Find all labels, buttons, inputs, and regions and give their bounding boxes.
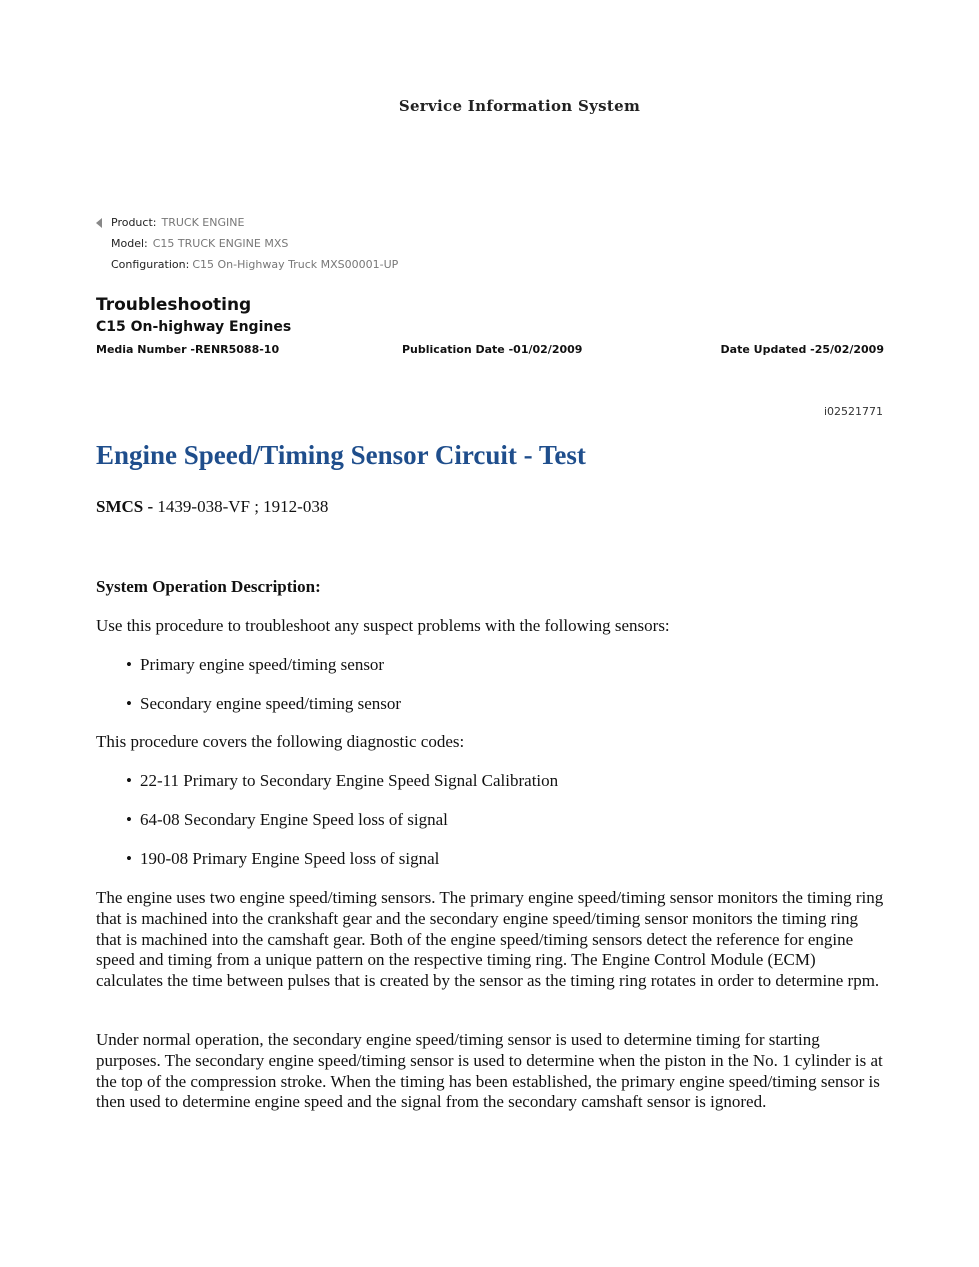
breadcrumb-product[interactable]	[96, 215, 398, 236]
codes-intro-paragraph: This procedure covers the following diagnostic codes:	[96, 732, 465, 751]
list-item	[126, 849, 439, 869]
config-value: C15 On-Highway Truck MXS00001-UP	[192, 258, 399, 271]
bullet-icon: •	[126, 694, 132, 713]
list-item	[126, 694, 401, 714]
document-title: Troubleshooting	[96, 295, 252, 315]
document-id: i02521771	[823, 405, 883, 418]
smcs-value: 1439-038-VF ; 1912-038	[157, 497, 329, 516]
list-item	[126, 810, 448, 830]
back-arrow-icon[interactable]	[96, 218, 102, 228]
body-paragraph-2: Under normal operation, the secondary engine speed/timing sensor is used to determine timing for starting purposes. The secondary engine speed/timing sensor is used to determine when the piston in the No. 1 cylinder is at the top of the compression stroke. When the timing has been established, the primary engine speed/timing sensor is then used to determine engine speed and the signal from the secondary camshaft sensor is ignored.	[96, 1030, 883, 1112]
banner-text: Service Information System	[398, 97, 641, 115]
breadcrumb-configuration	[96, 257, 398, 278]
list-item-text: 64-08 Secondary Engine Speed loss of signal	[140, 810, 448, 829]
publication-date: Publication Date -01/02/2009	[402, 343, 583, 356]
smcs-line	[96, 497, 328, 517]
section-heading: System Operation Description:	[96, 577, 321, 596]
smcs-label: SMCS -	[96, 497, 158, 516]
breadcrumb	[96, 215, 398, 278]
product-label: Product:	[111, 216, 157, 229]
list-item	[126, 771, 558, 791]
model-label: Model:	[111, 237, 148, 250]
date-updated: Date Updated -25/02/2009	[720, 343, 884, 356]
config-label: Configuration:	[111, 258, 190, 271]
article-title: Engine Speed/Timing Sensor Circuit - Test	[96, 440, 586, 470]
document-subtitle: C15 On-highway Engines	[96, 319, 292, 335]
model-value: C15 TRUCK ENGINE MXS	[152, 237, 289, 250]
list-item-text: 22-11 Primary to Secondary Engine Speed Signal Calibration	[140, 771, 559, 790]
list-item-text: 190-08 Primary Engine Speed loss of signal	[140, 849, 440, 868]
bullet-icon: •	[126, 655, 132, 674]
bullet-icon: •	[126, 849, 132, 868]
bullet-icon: •	[126, 810, 132, 829]
media-number: Media Number -RENR5088-10	[96, 343, 280, 356]
list-item	[126, 655, 384, 675]
product-value[interactable]: TRUCK ENGINE	[161, 216, 245, 229]
breadcrumb-model	[96, 236, 398, 257]
site-banner	[0, 97, 979, 115]
list-item-text: Secondary engine speed/timing sensor	[140, 694, 402, 713]
intro-paragraph: Use this procedure to troubleshoot any suspect problems with the following sensors:	[96, 616, 670, 635]
list-item-text: Primary engine speed/timing sensor	[140, 655, 385, 674]
bullet-icon: •	[126, 771, 132, 790]
body-paragraph-1: The engine uses two engine speed/timing sensors. The primary engine speed/timing sensor monitors the timing ring that is machined into the crankshaft gear and the secondary engine speed/timing sensor monitors the timing ring that is machined into the camshaft gear. Both of the engine speed/timing sensors detect the reference for engine speed and timing from a unique pattern on the respective timing ring. The Engine Control Module (ECM) calculates the time between pulses that is created by the sensor as the timing ring rotates in order to determine rpm.	[96, 888, 884, 991]
